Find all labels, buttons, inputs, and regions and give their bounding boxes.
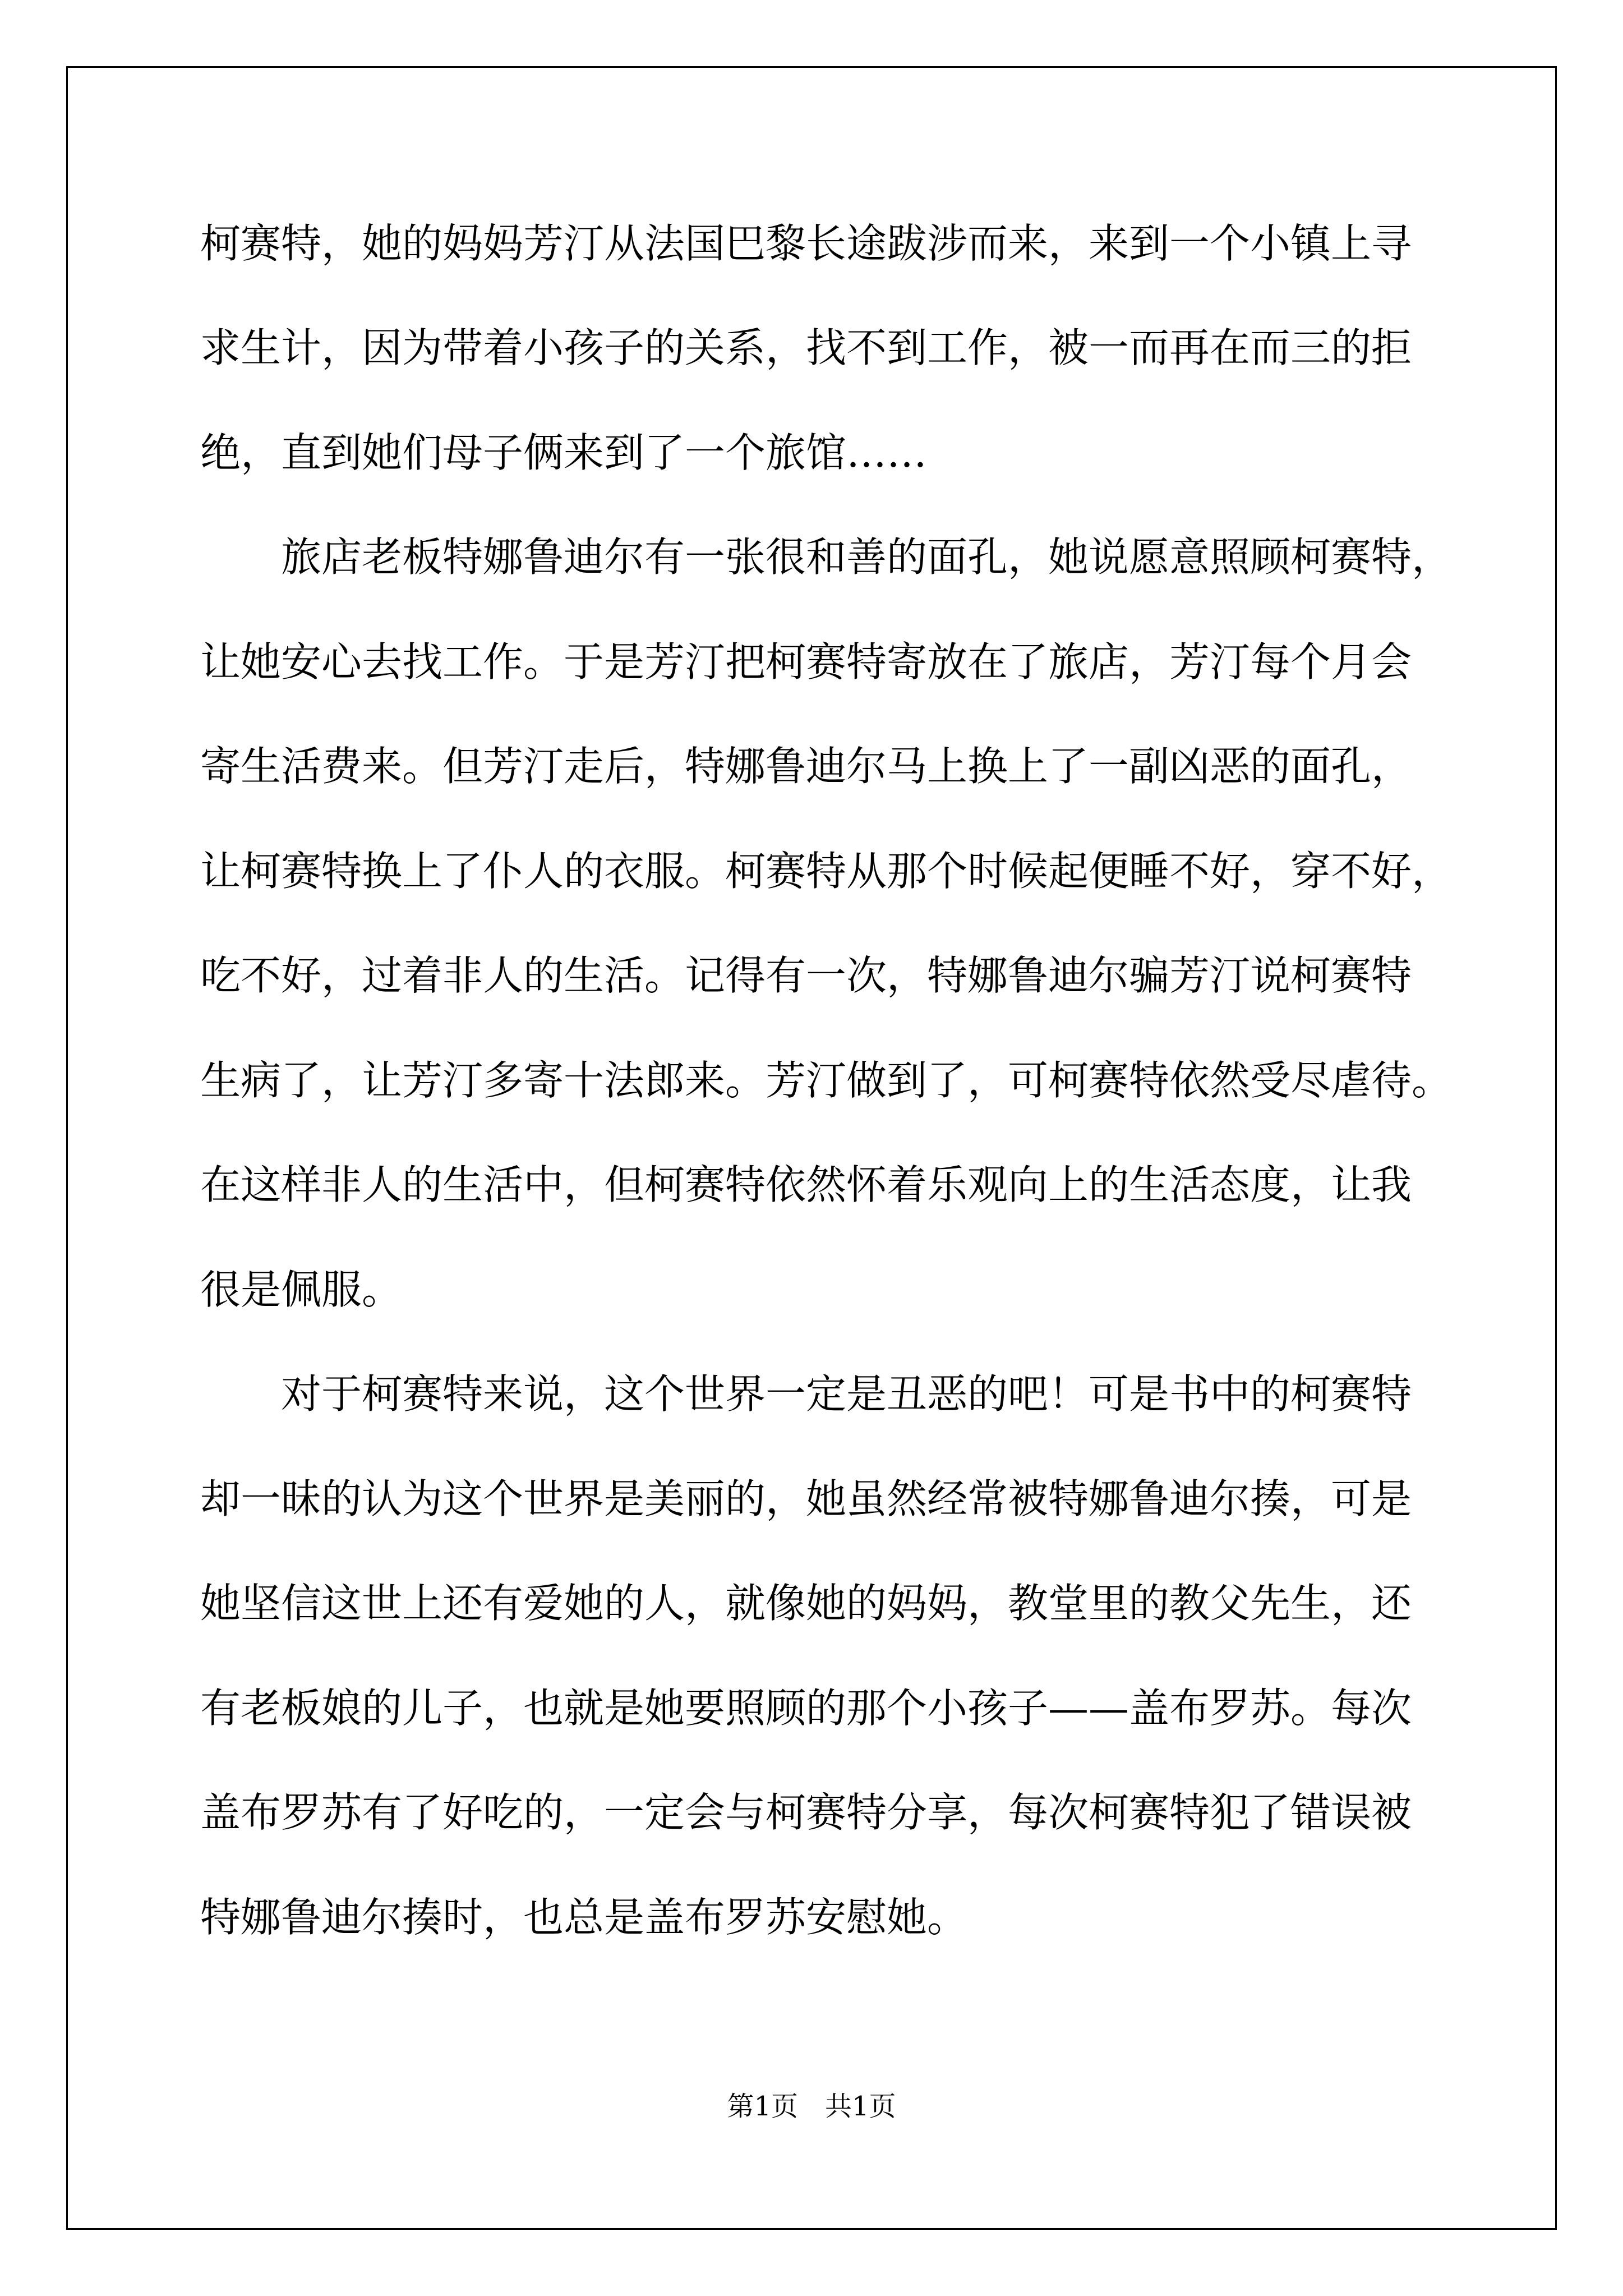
body-text-line: 却一昧的认为这个世界是美丽的，她虽然经常被特娜鲁迪尔揍，可是 (200, 1475, 1412, 1522)
body-text-line: 寄生活费来。但芳汀走后，特娜鲁迪尔马上换上了一副凶恶的面孔， (200, 743, 1412, 790)
body-text-line: 让她安心去找工作。于是芳汀把柯赛特寄放在了旅店，芳汀每个月会 (200, 638, 1412, 685)
body-text-line: 特娜鲁迪尔揍时，也总是盖布罗苏安慰她。 (200, 1894, 968, 1941)
body-text-line: 柯赛特，她的妈妈芳汀从法国巴黎长途跋涉而来，来到一个小镇上寻 (200, 220, 1412, 267)
body-text-line: 有老板娘的儿子，也就是她要照顾的那个小孩子——盖布罗苏。每次 (200, 1685, 1412, 1732)
body-text-line: 盖布罗苏有了好吃的，一定会与柯赛特分享，每次柯赛特犯了错误被 (200, 1789, 1412, 1836)
body-text-line: 让柯赛特换上了仆人的衣服。柯赛特从那个时候起便睡不好，穿不好， (200, 848, 1453, 895)
body-text-line: 求生计，因为带着小孩子的关系，找不到工作，被一而再在而三的拒 (200, 324, 1412, 371)
body-text-line: 生病了，让芳汀多寄十法郎来。芳汀做到了，可柯赛特依然受尽虐待。 (200, 1057, 1453, 1104)
body-text-line: 吃不好，过着非人的生活。记得有一次，特娜鲁迪尔骗芳汀说柯赛特 (200, 952, 1412, 999)
body-text-line: 她坚信这世上还有爱她的人，就像她的妈妈，教堂里的教父先生，还 (200, 1580, 1412, 1627)
body-text-line: 绝，直到她们母子俩来到了一个旅馆…… (200, 429, 928, 476)
body-text-line: 对于柯赛特来说，这个世界一定是丑恶的吧！可是书中的柯赛特 (200, 1370, 1412, 1418)
body-text-line: 旅店老板特娜鲁迪尔有一张很和善的面孔，她说愿意照顾柯赛特， (200, 533, 1453, 581)
page-number-footer: 第1页 共1页 (727, 2091, 896, 2122)
body-text-line: 很是佩服。 (200, 1266, 403, 1313)
body-text-line: 在这样非人的生活中，但柯赛特依然怀着乐观向上的生活态度，让我 (200, 1161, 1412, 1208)
